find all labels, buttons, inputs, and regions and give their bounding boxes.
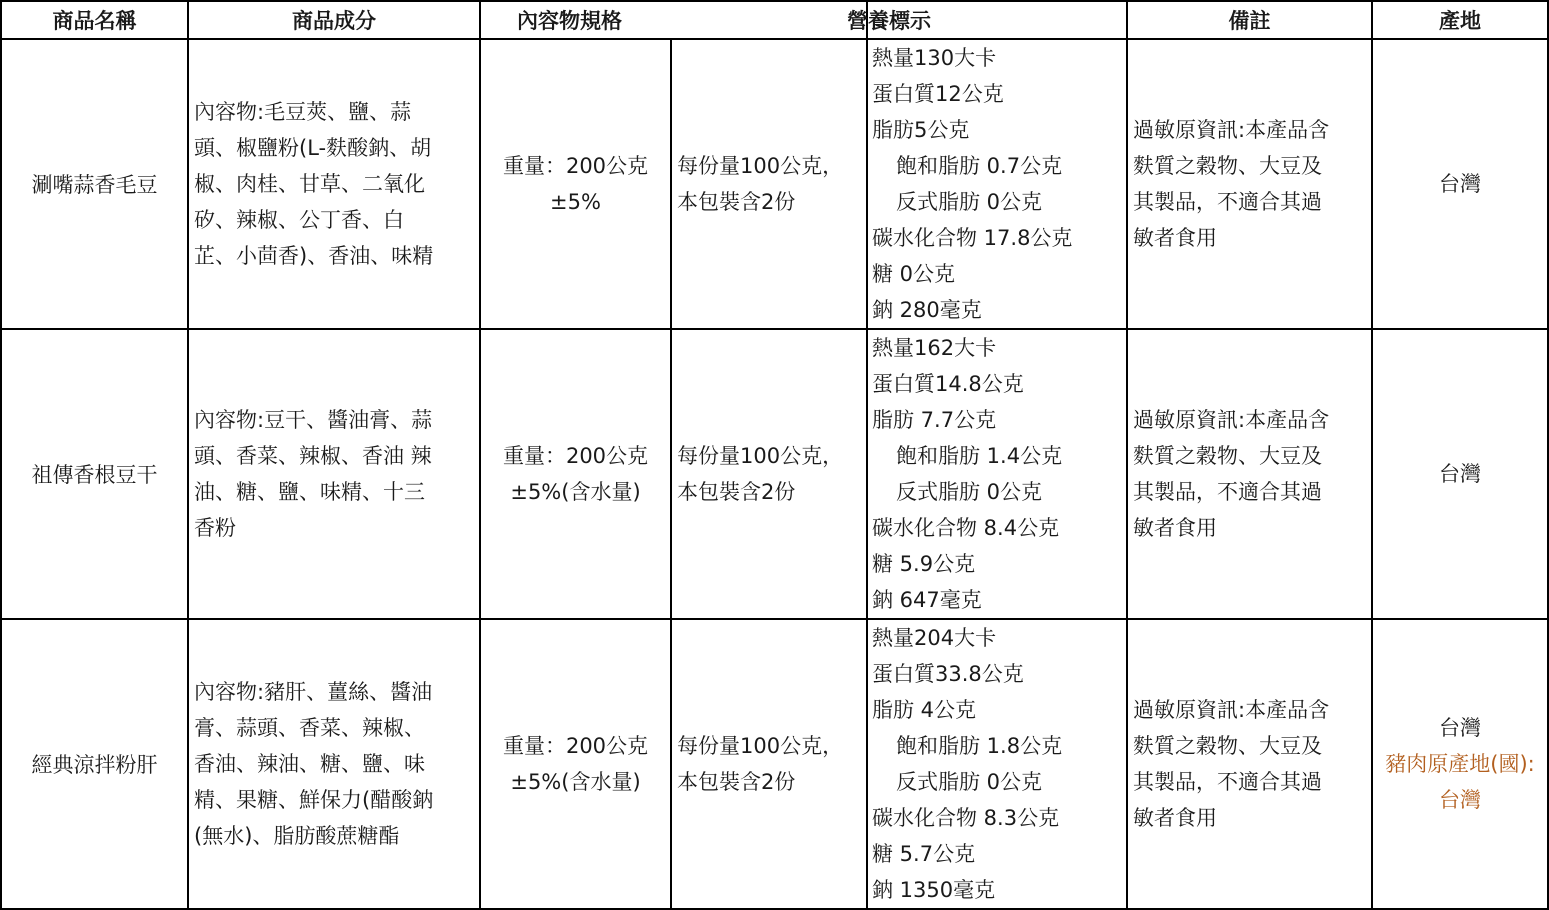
spec-weight-cell [480,619,671,909]
text-line: 重量：200公克 [502,734,649,758]
spec-weight-lines [481,148,670,220]
product-name: 涮嘴蒜香毛豆 [31,173,158,197]
text-line: 每份量100公克， [677,444,844,468]
nutrition-saturated-fat: 飽和脂肪 1.8公克 [896,734,1063,758]
text-line: 矽、辣椒、公丁香、白 [194,208,404,232]
nutrition-saturated-fat: 飽和脂肪 0.7公克 [896,154,1063,178]
origin-cell [1372,619,1548,909]
origin-cell [1372,329,1548,619]
nutrition-carbohydrates: 碳水化合物 8.3公克 [872,806,1060,830]
origin: 台灣 [1439,462,1481,486]
text-line: 其製品，不適合其過 [1133,770,1322,794]
origin: 台灣 [1439,172,1481,196]
text-line: ±5% [550,190,601,214]
text-line: 豬肉原產地(國): [1385,752,1535,776]
text-line: 內容物:毛豆莢、鹽、蒜 [194,100,412,124]
spec-weight-lines [481,728,670,800]
nutrition-carbohydrates: 碳水化合物 8.4公克 [872,516,1060,540]
text-line: 過敏原資訊:本產品含 [1133,118,1330,142]
text-line: 重量：200公克 [502,154,649,178]
serving-lines [677,148,866,220]
nutrition-sugar: 糖 5.7公克 [872,842,976,866]
text-line: 芷、小茴香)、香油、味精 [194,244,434,268]
header-ingredients: 商品成分 [188,1,480,39]
nutrition-trans-fat: 反式脂肪 0公克 [896,770,1043,794]
table-row [1,619,1548,909]
serving-lines [677,728,866,800]
text-line: 敏者食用 [1133,806,1217,830]
spec-weight-lines [481,438,670,510]
origin: 台灣 [1439,716,1481,740]
nutrition-fat: 脂肪 7.7公克 [872,408,997,432]
product-name: 祖傳香根豆干 [31,463,158,487]
product-name: 經典涼拌粉肝 [31,753,158,777]
serving-lines [677,438,866,510]
header-spec: 內容物規格 [480,1,867,39]
nutrition-trans-fat: 反式脂肪 0公克 [896,480,1043,504]
allergen-note-cell [1127,39,1372,329]
text-line: ±5%(含水量) [510,770,641,794]
product-name-cell [1,39,188,329]
product-name-cell [1,329,188,619]
text-line: 麩質之穀物、大豆及 [1133,154,1322,178]
nutrition-protein: 蛋白質33.8公克 [872,662,1024,686]
nutrition-sodium: 鈉 1350毫克 [872,878,996,902]
text-line: 精、果糖、鮮保力(醋酸鈉 [194,788,434,812]
spec-weight-cell [480,329,671,619]
text-line: 香粉 [194,516,236,540]
nutrition-cell [867,39,1127,329]
header-product-name: 商品名稱 [1,1,188,39]
text-line: 椒、肉桂、甘草、二氧化 [194,172,425,196]
text-line: ±5%(含水量) [510,480,641,504]
text-line: 本包裝含2份 [677,480,796,504]
text-line: 麩質之穀物、大豆及 [1133,734,1322,758]
text-line: 內容物:豆干、醬油膏、蒜 [194,408,433,432]
text-line: 過敏原資訊:本產品含 [1133,408,1330,432]
text-line: 每份量100公克， [677,154,844,178]
nutrition-calories: 熱量162大卡 [872,336,997,360]
nutrition-trans-fat: 反式脂肪 0公克 [896,190,1043,214]
text-line: 敏者食用 [1133,516,1217,540]
nutrition-fat: 脂肪5公克 [872,118,970,142]
nutrition-sugar: 糖 0公克 [872,262,956,286]
text-line: (無水)、脂肪酸蔗糖酯 [194,824,400,848]
header-row [1,1,1548,39]
spec-weight-cell [480,39,671,329]
text-line: 麩質之穀物、大豆及 [1133,444,1322,468]
text-line: 其製品，不適合其過 [1133,190,1322,214]
allergen-note-cell [1127,619,1372,909]
text-line: 油、糖、鹽、味精、十三 [194,480,425,504]
text-line: 內容物:豬肝、薑絲、醬油 [194,680,433,704]
text-line: 頭、香菜、辣椒、香油 辣 [194,444,432,468]
header-origin: 產地 [1372,1,1548,39]
allergen-note-cell [1127,329,1372,619]
text-line: 本包裝含2份 [677,190,796,214]
nutrition-protein: 蛋白質12公克 [872,82,1004,106]
text-line: 台灣 [1439,788,1481,812]
nutrition-saturated-fat: 飽和脂肪 1.4公克 [896,444,1063,468]
text-line: 其製品，不適合其過 [1133,480,1322,504]
nutrition-protein: 蛋白質14.8公克 [872,372,1024,396]
pork-origin-note [1373,746,1547,818]
product-name-cell [1,619,188,909]
ingredients-lines [194,94,479,274]
nutrition-carbohydrates: 碳水化合物 17.8公克 [872,226,1073,250]
nutrition-calories: 熱量204大卡 [872,626,997,650]
ingredients-lines [194,402,479,546]
nutrition-sodium: 鈉 280毫克 [872,298,982,322]
allergen-note-lines [1133,112,1371,256]
text-line: 本包裝含2份 [677,770,796,794]
text-line: 重量：200公克 [502,444,649,468]
text-line: 每份量100公克， [677,734,844,758]
nutrition-calories: 熱量130大卡 [872,46,997,70]
nutrition-sodium: 鈉 647毫克 [872,588,982,612]
table-row [1,329,1548,619]
allergen-note-lines [1133,402,1371,546]
table-row [1,39,1548,329]
text-line: 香油、辣油、糖、鹽、味 [194,752,425,776]
text-line: 頭、椒鹽粉(L-麩酸鈉、胡 [194,136,432,160]
serving-cell [671,39,867,329]
nutrition-cell [867,619,1127,909]
nutrition-cell [867,329,1127,619]
origin-cell [1372,39,1548,329]
text-line: 膏、蒜頭、香菜、辣椒、 [194,716,425,740]
ingredients-lines [194,674,479,854]
ingredients-cell [188,619,480,909]
ingredients-cell [188,329,480,619]
serving-cell [671,329,867,619]
text-line: 過敏原資訊:本產品含 [1133,698,1330,722]
nutrition-fat: 脂肪 4公克 [872,698,977,722]
nutrition-sugar: 糖 5.9公克 [872,552,976,576]
allergen-note-lines [1133,692,1371,836]
header-nutrition: 營養標示 [867,1,1127,39]
ingredients-cell [188,39,480,329]
serving-cell [671,619,867,909]
text-line: 敏者食用 [1133,226,1217,250]
header-note: 備註 [1127,1,1372,39]
